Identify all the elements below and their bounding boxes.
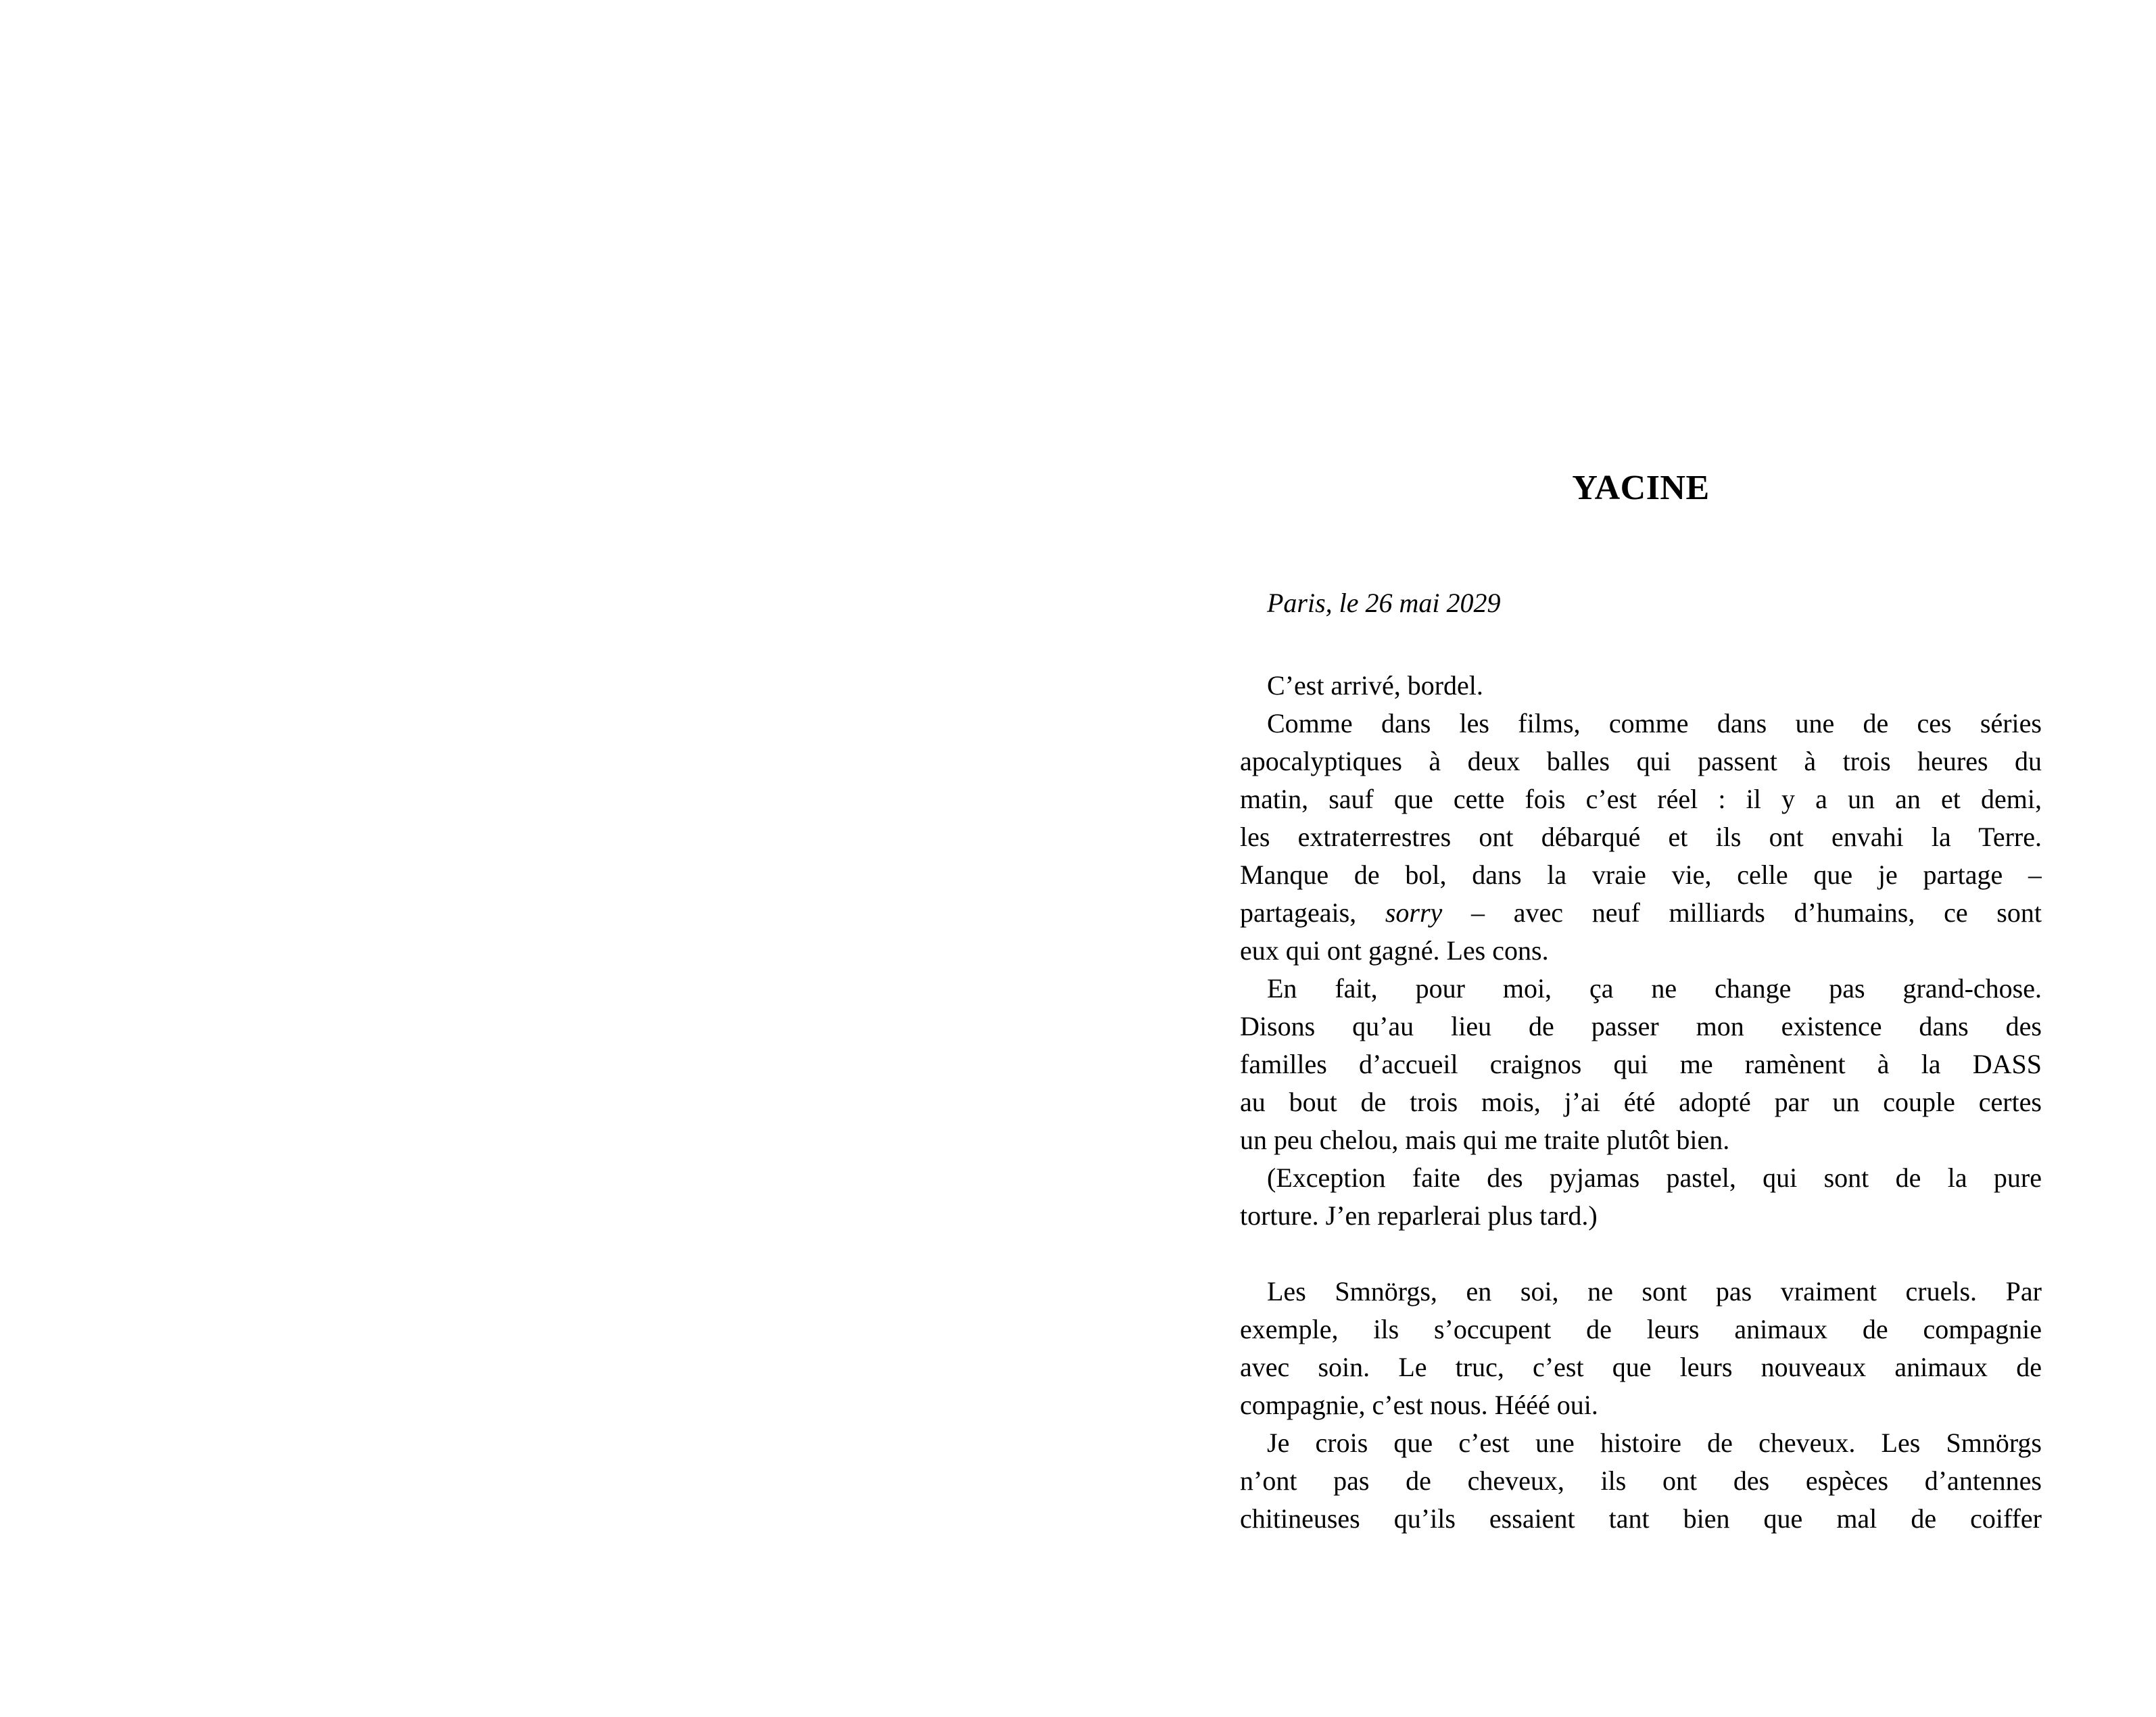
text-segment: Disons qu’au lieu de passer mon existence dans des [1240,1011,2042,1041]
text-segment: Les Smnörgs, en soi, ne sont pas vraiment cruels. Par [1267,1276,2042,1307]
text-segment: C’est arrivé, bordel. [1267,670,1483,701]
text-line [1240,1159,2042,1197]
text-line [1240,856,2042,894]
text-line [1240,1424,2042,1462]
text-segment: eux qui ont gagné. Les cons. [1240,935,1549,966]
text-line [1240,1083,2042,1121]
text-line [1240,743,2042,780]
text-segment: En fait, pour moi, ça ne change pas grand-chose. [1267,973,2042,1004]
text-line [1240,705,2042,743]
italic-text-segment: sorry [1385,897,1443,928]
text-segment: partageais, [1240,897,1385,928]
text-line [1240,894,2042,932]
text-segment: n’ont pas de cheveux, ils ont des espèces d’antennes [1240,1465,2042,1496]
text-segment: au bout de trois mois, j’ai été adopté par un couple certes [1240,1087,2042,1117]
text-segment: – avec neuf milliards d’humains, ce sont [1442,897,2042,928]
text-segment: les extraterrestres ont débarqué et ils ont envahi la Terre. [1240,822,2042,852]
text-line [1240,1273,2042,1311]
text-segment: Comme dans les films, comme dans une de ces séries [1267,708,2042,738]
text-line [1240,1462,2042,1500]
text-segment: (Exception faite des pyjamas pastel, qui sont de la pure [1267,1162,2042,1193]
text-line [1240,1500,2042,1538]
body-text [1240,667,2042,1538]
text-line [1240,1311,2042,1348]
text-segment: avec soin. Le truc, c’est que leurs nouveaux animaux de [1240,1352,2042,1382]
text-line [1240,1045,2042,1083]
dateline: Paris, le 26 mai 2029 [1267,588,1501,618]
text-line [1240,932,2042,970]
text-segment: Manque de bol, dans la vraie vie, celle que je partage – [1240,860,2042,890]
text-segment: compagnie, c’est nous. Hééé oui. [1240,1390,1598,1420]
text-line [1240,780,2042,818]
text-line [1240,1348,2042,1386]
chapter-title: YACINE [1572,469,1710,507]
text-segment: torture. J’en reparlerai plus tard.) [1240,1200,1598,1231]
text-line [1240,667,2042,705]
text-line [1240,818,2042,856]
text-segment: un peu chelou, mais qui me traite plutôt bien. [1240,1125,1730,1155]
text-segment: exemple, ils s’occupent de leurs animaux de compagnie [1240,1314,2042,1344]
text-line [1240,1121,2042,1159]
text-line [1240,970,2042,1008]
text-segment: Je crois que c’est une histoire de cheveux. Les Smnörgs [1267,1428,2042,1458]
text-line [1240,1386,2042,1424]
text-segment: chitineuses qu’ils essaient tant bien que mal de coiffer [1240,1503,2042,1534]
text-segment: matin, sauf que cette fois c’est réel : il y a un an et demi, [1240,784,2042,814]
text-line [1240,1008,2042,1045]
text-segment: familles d’accueil craignos qui me ramènent à la DASS [1240,1049,2042,1079]
text-line [1240,1197,2042,1235]
text-segment: apocalyptiques à deux balles qui passent à trois heures du [1240,746,2042,776]
paragraph-gap [1240,1235,2042,1273]
